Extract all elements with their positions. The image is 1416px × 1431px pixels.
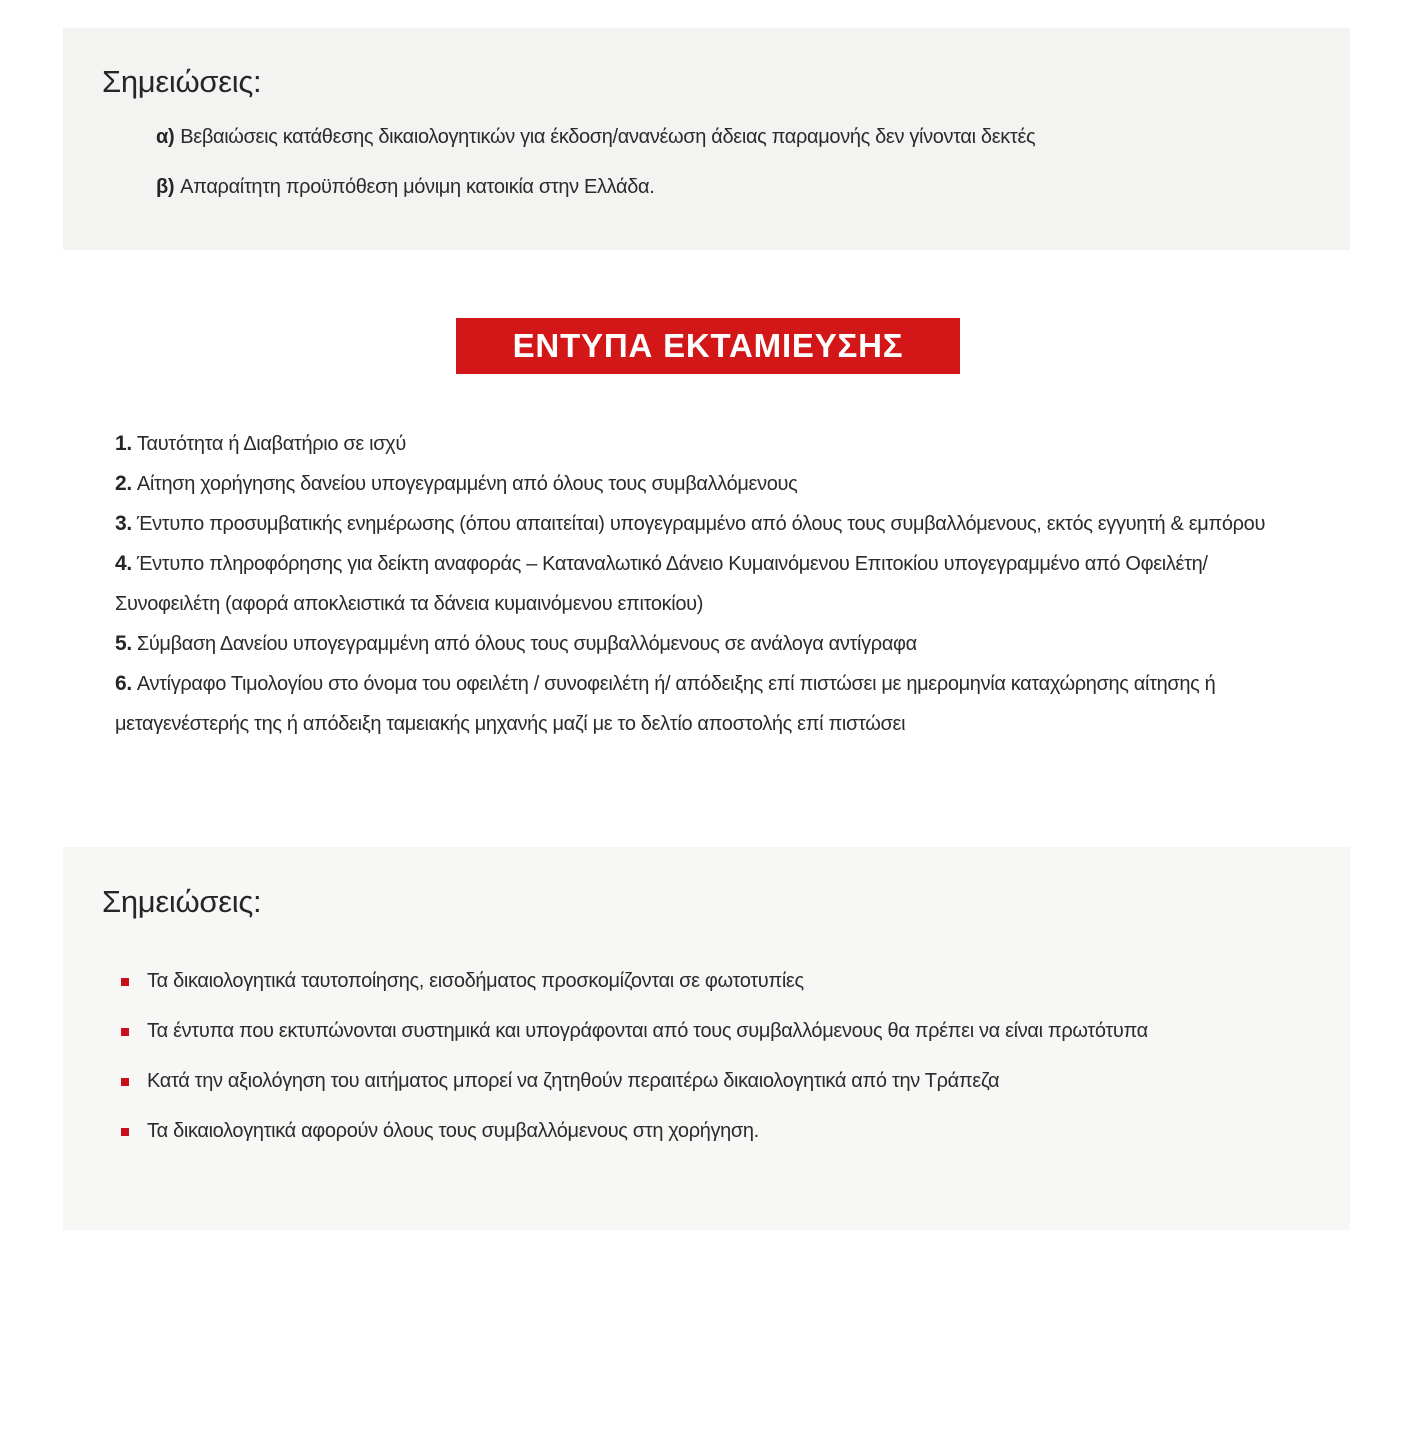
list-number: 3. — [115, 512, 132, 535]
list-item — [115, 664, 1305, 744]
list-number: 4. — [115, 552, 132, 575]
notes-title: Σημειώσεις: — [102, 884, 262, 919]
list-number: 5. — [115, 632, 132, 655]
list-item — [115, 624, 1305, 664]
list-item — [115, 504, 1305, 544]
list-number: 6. — [115, 672, 132, 695]
list-item — [115, 424, 1305, 464]
notes-box-top — [63, 28, 1350, 250]
list-number: 1. — [115, 432, 132, 455]
list-item — [121, 1018, 1148, 1044]
notes-title: Σημειώσεις: — [102, 64, 262, 99]
notes-bullet-list — [121, 968, 1148, 1168]
list-number: 2. — [115, 472, 132, 495]
list-item — [121, 1118, 1148, 1144]
list-item-text: Τα δικαιολογητικά αφορούν όλους τους συμβαλλόμενους στη χορήγηση. — [147, 1120, 759, 1142]
documents-list — [115, 424, 1305, 744]
list-item — [156, 124, 1035, 150]
section-banner — [456, 318, 960, 374]
list-item-text: Ταυτότητα ή Διαβατήριο σε ισχύ — [136, 433, 406, 455]
list-item-text: Βεβαιώσεις κατάθεσης δικαιολογητικών για έκδοση/ανανέωση άδειας παραμονής δεν γίνονται δεκτές — [180, 126, 1036, 148]
list-item-text: Έντυπο πληροφόρησης για δείκτη αναφοράς – Καταναλωτικό Δάνειο Κυμαινόμενου Επιτοκίου υπογεγραμμένο από Οφειλέτη/Συνοφειλέτη (αφορά αποκλειστικά τα δάνεια κυμαινόμενου επιτοκίου) — [115, 553, 1208, 615]
notes-letter-list — [156, 124, 1035, 224]
section-title: ΕΝΤΥΠΑ ΕΚΤΑΜΙΕΥΣΗΣ — [512, 327, 904, 364]
square-bullet-icon — [121, 1028, 129, 1036]
list-item — [156, 174, 1035, 200]
list-item-text: Απαραίτητη προϋπόθεση μόνιμη κατοικία στην Ελλάδα. — [180, 176, 655, 198]
list-item-text: Τα έντυπα που εκτυπώνονται συστημικά και υπογράφονται από τους συμβαλλόμενους θα πρέπει να είναι πρωτότυπα — [147, 1020, 1148, 1042]
square-bullet-icon — [121, 978, 129, 986]
list-item — [121, 1068, 1148, 1094]
list-item — [115, 544, 1305, 624]
list-item-text: Τα δικαιολογητικά ταυτοποίησης, εισοδήματος προσκομίζονται σε φωτοτυπίες — [147, 970, 804, 992]
square-bullet-icon — [121, 1078, 129, 1086]
list-item-text: Σύμβαση Δανείου υπογεγραμμένη από όλους τους συμβαλλόμενους σε ανάλογα αντίγραφα — [136, 633, 917, 655]
list-item — [121, 968, 1148, 994]
list-marker: β) — [156, 176, 175, 198]
list-item-text: Έντυπο προσυμβατικής ενημέρωσης (όπου απαιτείται) υπογεγραμμένο από όλους τους συμβαλλόμενους, εκτός εγγυητή & εμπόρου — [136, 513, 1266, 535]
list-item-text: Κατά την αξιολόγηση του αιτήματος μπορεί να ζητηθούν περαιτέρω δικαιολογητικά από την Τράπεζα — [147, 1070, 1000, 1092]
square-bullet-icon — [121, 1128, 129, 1136]
list-item-text: Αίτηση χορήγησης δανείου υπογεγραμμένη από όλους τους συμβαλλόμενους — [136, 473, 798, 495]
list-item-text: Αντίγραφο Τιμολογίου στο όνομα του οφειλέτη / συνοφειλέτη ή/ απόδειξης επί πιστώσει με ημερομηνία καταχώρησης αίτησης ή μεταγενέστερής της ή απόδειξη ταμειακής μηχανής μαζί με το δελτίο αποστολής επί πιστώσει — [115, 673, 1216, 735]
list-item — [115, 464, 1305, 504]
notes-box-bottom — [63, 847, 1350, 1230]
list-marker: α) — [156, 126, 175, 148]
